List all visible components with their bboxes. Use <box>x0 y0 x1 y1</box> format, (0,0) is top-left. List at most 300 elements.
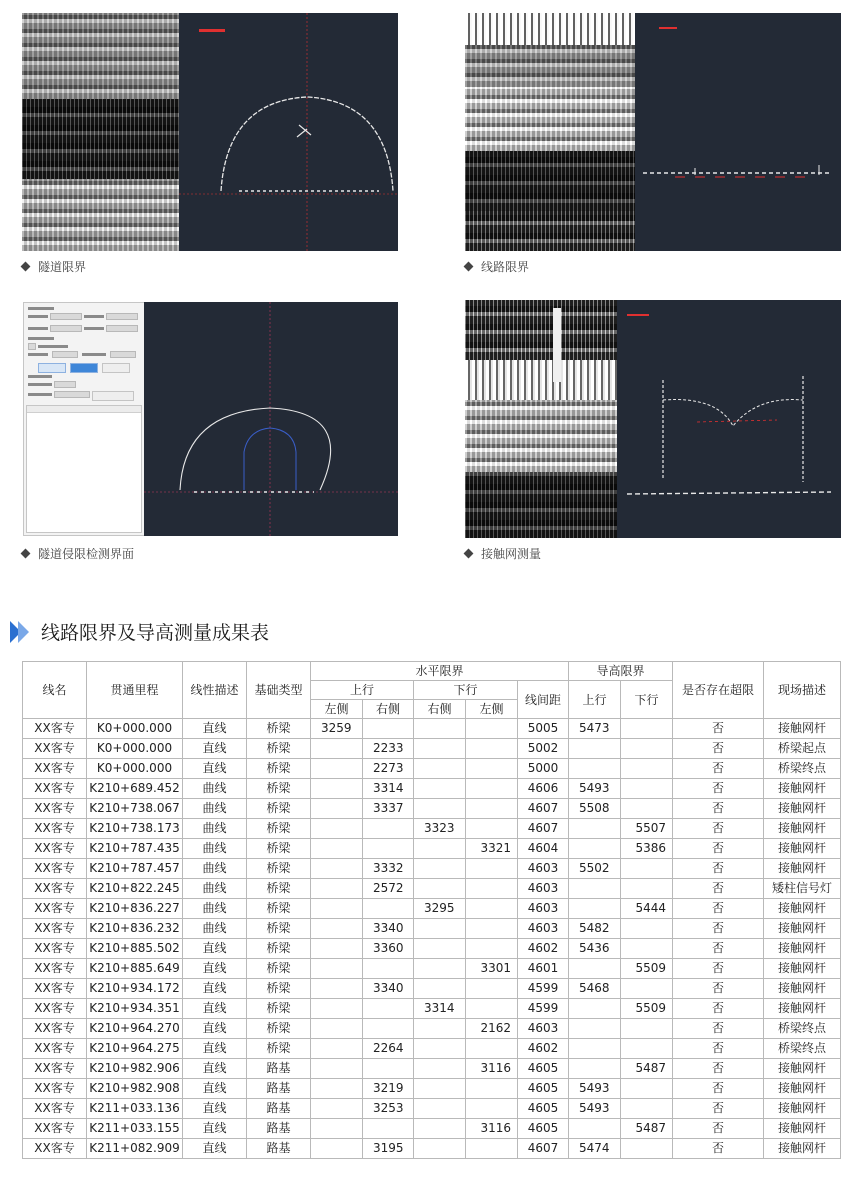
table-row <box>23 759 841 779</box>
down-left-cell <box>466 1139 518 1159</box>
down-left-cell <box>466 759 518 779</box>
down-right-cell: 3314 <box>414 999 466 1019</box>
col-up: 上行 <box>311 681 414 700</box>
col-gh-up: 上行 <box>569 681 621 719</box>
table-row <box>23 859 841 879</box>
start-mileage-field[interactable] <box>50 313 82 320</box>
foundation-cell: 桥梁 <box>247 859 311 879</box>
up-right-cell: 3253 <box>363 1099 414 1119</box>
gh-up-cell: 5493 <box>569 779 621 799</box>
col-guide-height: 导高限界 <box>569 662 673 681</box>
spacing-cell: 4601 <box>518 959 569 979</box>
caption-text: 隧道限界 <box>38 260 87 274</box>
exceed-cell: 否 <box>673 999 764 1019</box>
alignment-cell: 直线 <box>183 759 247 779</box>
site-cell: 接触网杆 <box>764 799 841 819</box>
table-row <box>23 779 841 799</box>
foundation-cell: 桥梁 <box>247 939 311 959</box>
exceed-cell: 否 <box>673 739 764 759</box>
up-left-cell <box>311 1099 363 1119</box>
gh-down-cell <box>621 1079 673 1099</box>
col-mileage: 贯通里程 <box>87 662 183 719</box>
alignment-cell: 直线 <box>183 1139 247 1159</box>
down-right-cell <box>414 979 466 999</box>
gh-up-cell <box>569 819 621 839</box>
alignment-cell: 直线 <box>183 979 247 999</box>
site-cell: 接触网杆 <box>764 899 841 919</box>
down-right-cell <box>414 1099 466 1119</box>
alignment-cell: 直线 <box>183 719 247 739</box>
spacing-cell: 5002 <box>518 739 569 759</box>
col-alignment: 线性描述 <box>183 662 247 719</box>
site-cell: 接触网杆 <box>764 1119 841 1139</box>
up-left-cell <box>311 799 363 819</box>
table-row <box>23 1039 841 1059</box>
down-left-cell <box>466 859 518 879</box>
alignment-cell: 曲线 <box>183 839 247 859</box>
site-cell: 接触网杆 <box>764 719 841 739</box>
up-left-cell <box>311 1019 363 1039</box>
table-row <box>23 719 841 739</box>
spacing-cell: 4603 <box>518 1019 569 1039</box>
alignment-cell: 直线 <box>183 1039 247 1059</box>
tunnel-detection-drawing <box>144 302 398 536</box>
line-name-cell: XX客专 <box>23 779 87 799</box>
mileage-cell: K210+787.435 <box>87 839 183 859</box>
line-name-cell: XX客专 <box>23 999 87 1019</box>
gh-up-cell <box>569 959 621 979</box>
table-row <box>23 979 841 999</box>
foundation-cell: 桥梁 <box>247 779 311 799</box>
down-right-cell <box>414 719 466 739</box>
foundation-cell: 路基 <box>247 1139 311 1159</box>
line-name-cell: XX客专 <box>23 819 87 839</box>
gh-up-cell <box>569 739 621 759</box>
foundation-cell: 桥梁 <box>247 799 311 819</box>
catenary-profile-drawing <box>617 300 841 538</box>
caption-catenary-measurement <box>465 545 541 562</box>
point-cloud-ground-view <box>465 472 617 538</box>
site-cell: 接触网杆 <box>764 859 841 879</box>
down-right-cell <box>414 779 466 799</box>
line-profile-viewport <box>635 13 841 251</box>
site-cell: 桥梁终点 <box>764 1019 841 1039</box>
mileage-cell: K210+885.502 <box>87 939 183 959</box>
spacing-cell: 4603 <box>518 919 569 939</box>
foundation-cell: 桥梁 <box>247 719 311 739</box>
mileage-cell: K211+033.136 <box>87 1099 183 1119</box>
up-left-cell <box>311 919 363 939</box>
mileage-cell: K210+934.351 <box>87 999 183 1019</box>
col-down: 下行 <box>414 681 518 700</box>
down-left-cell <box>466 1099 518 1119</box>
foundation-cell: 路基 <box>247 1059 311 1079</box>
gh-down-cell: 5444 <box>621 899 673 919</box>
table-row <box>23 1119 841 1139</box>
mileage-cell: K210+738.173 <box>87 819 183 839</box>
point-cloud-fence-view <box>465 360 617 400</box>
exceed-cell: 否 <box>673 1139 764 1159</box>
gh-down-cell <box>621 1019 673 1039</box>
alignment-cell: 直线 <box>183 999 247 1019</box>
gh-up-cell: 5493 <box>569 1099 621 1119</box>
spacing-cell: 4607 <box>518 1139 569 1159</box>
line-name-cell: XX客专 <box>23 839 87 859</box>
down-left-cell <box>466 1079 518 1099</box>
foundation-cell: 桥梁 <box>247 999 311 1019</box>
up-left-cell <box>311 879 363 899</box>
step-field[interactable] <box>110 351 136 358</box>
spacing-cell: 4603 <box>518 899 569 919</box>
gh-up-cell <box>569 1119 621 1139</box>
up-left-cell <box>311 819 363 839</box>
results-table-header <box>23 662 841 719</box>
gh-up-cell: 5482 <box>569 919 621 939</box>
down-left-cell <box>466 779 518 799</box>
down-right-cell <box>414 1019 466 1039</box>
up-right-cell <box>363 819 414 839</box>
down-right-cell: 3323 <box>414 819 466 839</box>
spacing-cell: 4607 <box>518 799 569 819</box>
up-left-cell <box>311 979 363 999</box>
down-left-cell: 3321 <box>466 839 518 859</box>
down-right-cell <box>414 919 466 939</box>
alignment-cell: 直线 <box>183 1079 247 1099</box>
line-name-cell: XX客专 <box>23 759 87 779</box>
up-right-cell: 2273 <box>363 759 414 779</box>
col-horizontal-clearance: 水平限界 <box>311 662 569 681</box>
exceed-cell: 否 <box>673 1039 764 1059</box>
up-right-cell: 2572 <box>363 879 414 899</box>
mileage-cell: K210+836.232 <box>87 919 183 939</box>
end-mileage-field[interactable] <box>106 313 138 320</box>
gh-up-cell: 5474 <box>569 1139 621 1159</box>
down-left-cell: 3116 <box>466 1119 518 1139</box>
point-cloud-top-view <box>22 13 179 99</box>
mileage-cell: K210+964.275 <box>87 1039 183 1059</box>
foundation-cell: 桥梁 <box>247 759 311 779</box>
table-row <box>23 839 841 859</box>
spacing-cell: 4602 <box>518 939 569 959</box>
table-row <box>23 739 841 759</box>
caption-tunnel-detection <box>22 545 134 562</box>
exceed-cell: 否 <box>673 1099 764 1119</box>
alignment-cell: 直线 <box>183 1059 247 1079</box>
down-left-cell <box>466 739 518 759</box>
site-cell: 矮柱信号灯 <box>764 879 841 899</box>
gh-down-cell <box>621 1139 673 1159</box>
section-heading <box>10 618 269 645</box>
down-right-cell <box>414 1039 466 1059</box>
exceed-cell: 否 <box>673 1079 764 1099</box>
up-left-cell <box>311 739 363 759</box>
site-cell: 接触网杆 <box>764 839 841 859</box>
down-right-cell <box>414 1139 466 1159</box>
down-right-cell <box>414 1079 466 1099</box>
foundation-cell: 桥梁 <box>247 899 311 919</box>
table-row <box>23 819 841 839</box>
down-left-cell <box>466 819 518 839</box>
exceed-cell: 否 <box>673 719 764 739</box>
diamond-bullet-icon <box>464 262 474 272</box>
down-left-cell <box>466 979 518 999</box>
point-cloud-bottom-view <box>22 179 179 251</box>
point-cloud-lower-view <box>465 211 635 251</box>
down-right-cell <box>414 859 466 879</box>
spacing-cell: 4603 <box>518 859 569 879</box>
spacing-cell: 4607 <box>518 819 569 839</box>
site-cell: 桥梁终点 <box>764 759 841 779</box>
spacing-cell: 4602 <box>518 1039 569 1059</box>
gh-up-cell <box>569 1039 621 1059</box>
up-right-cell: 3340 <box>363 919 414 939</box>
down-left-cell: 3301 <box>466 959 518 979</box>
foundation-cell: 桥梁 <box>247 979 311 999</box>
gh-up-cell <box>569 1019 621 1039</box>
up-left-cell <box>311 859 363 879</box>
col-down-right: 右侧 <box>414 700 466 719</box>
line-name-cell: XX客专 <box>23 959 87 979</box>
line-name-cell: XX客专 <box>23 939 87 959</box>
up-right-cell <box>363 839 414 859</box>
line-clearance-screenshot <box>465 13 841 251</box>
add-record-button[interactable] <box>92 391 134 401</box>
line-name-cell: XX客专 <box>23 1059 87 1079</box>
up-left-cell <box>311 1059 363 1079</box>
site-cell: 接触网杆 <box>764 919 841 939</box>
up-right-cell: 3314 <box>363 779 414 799</box>
up-right-cell <box>363 959 414 979</box>
line-name-cell: XX客专 <box>23 739 87 759</box>
gh-down-cell <box>621 1099 673 1119</box>
alignment-cell: 直线 <box>183 959 247 979</box>
col-up-left: 左侧 <box>311 700 363 719</box>
site-cell: 桥梁终点 <box>764 1039 841 1059</box>
enable-check-checkbox[interactable] <box>28 343 36 350</box>
site-cell: 接触网杆 <box>764 939 841 959</box>
up-left-cell <box>311 1119 363 1139</box>
mileage-cell: K210+964.270 <box>87 1019 183 1039</box>
foundation-cell: 桥梁 <box>247 739 311 759</box>
site-cell: 接触网杆 <box>764 959 841 979</box>
down-left-cell: 2162 <box>466 1019 518 1039</box>
tunnel-profile-viewport <box>179 13 398 251</box>
foundation-cell: 桥梁 <box>247 919 311 939</box>
alignment-cell: 直线 <box>183 939 247 959</box>
site-cell: 接触网杆 <box>764 1139 841 1159</box>
down-right-cell <box>414 1119 466 1139</box>
col-site-description: 现场描述 <box>764 662 841 719</box>
gh-up-cell: 5473 <box>569 719 621 739</box>
gh-down-cell <box>621 939 673 959</box>
alignment-cell: 直线 <box>183 739 247 759</box>
down-left-cell <box>466 999 518 1019</box>
down-left-cell <box>466 919 518 939</box>
up-left-cell <box>311 959 363 979</box>
gh-up-cell <box>569 1059 621 1079</box>
col-line-name: 线名 <box>23 662 87 719</box>
gh-down-cell <box>621 759 673 779</box>
point-cloud-fence-view <box>465 13 635 45</box>
table-row <box>23 1059 841 1079</box>
exceed-cell: 否 <box>673 799 764 819</box>
spacing-cell: 5005 <box>518 719 569 739</box>
gh-down-cell <box>621 719 673 739</box>
gh-down-cell <box>621 859 673 879</box>
record-list-header <box>27 406 141 413</box>
gh-down-cell <box>621 879 673 899</box>
alignment-cell: 曲线 <box>183 899 247 919</box>
line-name-cell: XX客专 <box>23 719 87 739</box>
up-right-cell <box>363 1059 414 1079</box>
alignment-cell: 直线 <box>183 1099 247 1119</box>
alignment-cell: 直线 <box>183 1019 247 1039</box>
down-right-cell <box>414 799 466 819</box>
col-foundation: 基础类型 <box>247 662 311 719</box>
mileage-cell: K210+982.906 <box>87 1059 183 1079</box>
mileage-cell: K210+885.649 <box>87 959 183 979</box>
col-exceed: 是否存在超限 <box>673 662 764 719</box>
down-right-cell <box>414 939 466 959</box>
frame-field[interactable] <box>52 351 78 358</box>
foundation-cell: 路基 <box>247 1119 311 1139</box>
results-table-body <box>23 719 841 1159</box>
alignment-cell: 曲线 <box>183 879 247 899</box>
gh-up-cell: 5502 <box>569 859 621 879</box>
auto-detect-button[interactable] <box>38 363 66 373</box>
up-left-cell <box>311 779 363 799</box>
up-left-cell <box>311 759 363 779</box>
down-left-cell <box>466 719 518 739</box>
exceed-cell: 否 <box>673 759 764 779</box>
up-left-cell <box>311 999 363 1019</box>
gh-up-cell <box>569 839 621 859</box>
diamond-bullet-icon <box>21 262 31 272</box>
spacing-cell: 4603 <box>518 879 569 899</box>
up-right-cell: 3195 <box>363 1139 414 1159</box>
down-left-cell <box>466 1039 518 1059</box>
up-left-cell <box>311 839 363 859</box>
mileage-cell: K211+033.155 <box>87 1119 183 1139</box>
exceed-cell: 否 <box>673 919 764 939</box>
line-name-cell: XX客专 <box>23 979 87 999</box>
diamond-bullet-icon <box>21 549 31 559</box>
point-cloud-ballast-view <box>465 151 635 211</box>
point-cloud-track-view <box>465 400 617 472</box>
table-row <box>23 799 841 819</box>
up-left-cell <box>311 1139 363 1159</box>
chevron-right-icon <box>18 621 29 643</box>
gh-up-cell: 5508 <box>569 799 621 819</box>
gh-down-cell: 5487 <box>621 1119 673 1139</box>
start-frame-field[interactable] <box>50 325 82 332</box>
table-row <box>23 959 841 979</box>
mileage-cell: K210+836.227 <box>87 899 183 919</box>
catenary-mast <box>553 308 561 382</box>
down-right-cell <box>414 839 466 859</box>
line-name-cell: XX客专 <box>23 1119 87 1139</box>
exceed-cell: 否 <box>673 1019 764 1039</box>
tunnel-clearance-screenshot <box>22 13 398 251</box>
alignment-cell: 曲线 <box>183 779 247 799</box>
detection-settings-panel <box>23 302 145 536</box>
gh-down-cell <box>621 979 673 999</box>
foundation-cell: 桥梁 <box>247 1019 311 1039</box>
table-row <box>23 879 841 899</box>
line-name-cell: XX客专 <box>23 1019 87 1039</box>
catenary-profile-viewport <box>617 300 841 538</box>
exceed-cell: 否 <box>673 979 764 999</box>
up-right-cell: 3332 <box>363 859 414 879</box>
start-detect-button[interactable] <box>70 363 98 373</box>
exceed-cell: 否 <box>673 939 764 959</box>
spacing-cell: 4605 <box>518 1119 569 1139</box>
stop-detect-button[interactable] <box>102 363 130 373</box>
table-row <box>23 1079 841 1099</box>
caption-line-clearance <box>465 258 529 275</box>
direction-select[interactable] <box>54 391 90 398</box>
line-name-cell: XX客专 <box>23 1039 87 1059</box>
exceed-cell: 否 <box>673 1119 764 1139</box>
down-right-cell <box>414 759 466 779</box>
spacing-cell: 4605 <box>518 1099 569 1119</box>
up-left-cell <box>311 939 363 959</box>
foundation-cell: 桥梁 <box>247 1039 311 1059</box>
site-cell: 接触网杆 <box>764 779 841 799</box>
up-right-cell <box>363 719 414 739</box>
gh-down-cell <box>621 799 673 819</box>
exceed-cell: 否 <box>673 959 764 979</box>
point-cloud-mast-view <box>465 300 617 360</box>
line-name-cell: XX客专 <box>23 859 87 879</box>
spacing-cell: 4606 <box>518 779 569 799</box>
up-right-cell: 2233 <box>363 739 414 759</box>
down-left-cell: 3116 <box>466 1059 518 1079</box>
table-row <box>23 899 841 919</box>
exceed-cell: 否 <box>673 779 764 799</box>
down-left-cell <box>466 879 518 899</box>
spacing-cell: 4599 <box>518 999 569 1019</box>
site-cell: 接触网杆 <box>764 999 841 1019</box>
site-cell: 接触网杆 <box>764 979 841 999</box>
catenary-measurement-screenshot <box>465 300 841 538</box>
line-profile-drawing <box>635 13 841 251</box>
end-frame-field[interactable] <box>106 325 138 332</box>
record-list[interactable] <box>26 405 142 533</box>
spacing-cell: 4604 <box>518 839 569 859</box>
mileage-cell: K210+689.452 <box>87 779 183 799</box>
gh-down-cell: 5509 <box>621 999 673 1019</box>
up-left-cell <box>311 899 363 919</box>
gh-up-cell <box>569 759 621 779</box>
caption-text: 接触网测量 <box>481 547 542 561</box>
mileage-cell: K211+082.909 <box>87 1139 183 1159</box>
line-name-cell: XX客专 <box>23 1079 87 1099</box>
up-right-cell: 3340 <box>363 979 414 999</box>
gh-down-cell: 5507 <box>621 819 673 839</box>
up-left-cell: 3259 <box>311 719 363 739</box>
up-right-cell: 3219 <box>363 1079 414 1099</box>
gh-up-cell <box>569 899 621 919</box>
down-right-cell <box>414 879 466 899</box>
gh-up-cell <box>569 999 621 1019</box>
gh-up-cell <box>569 879 621 899</box>
exceed-cell: 否 <box>673 899 764 919</box>
line-name-cell: XX客专 <box>23 899 87 919</box>
record-type-select[interactable] <box>54 381 76 388</box>
spacing-cell: 5000 <box>518 759 569 779</box>
diamond-bullet-icon <box>464 549 474 559</box>
